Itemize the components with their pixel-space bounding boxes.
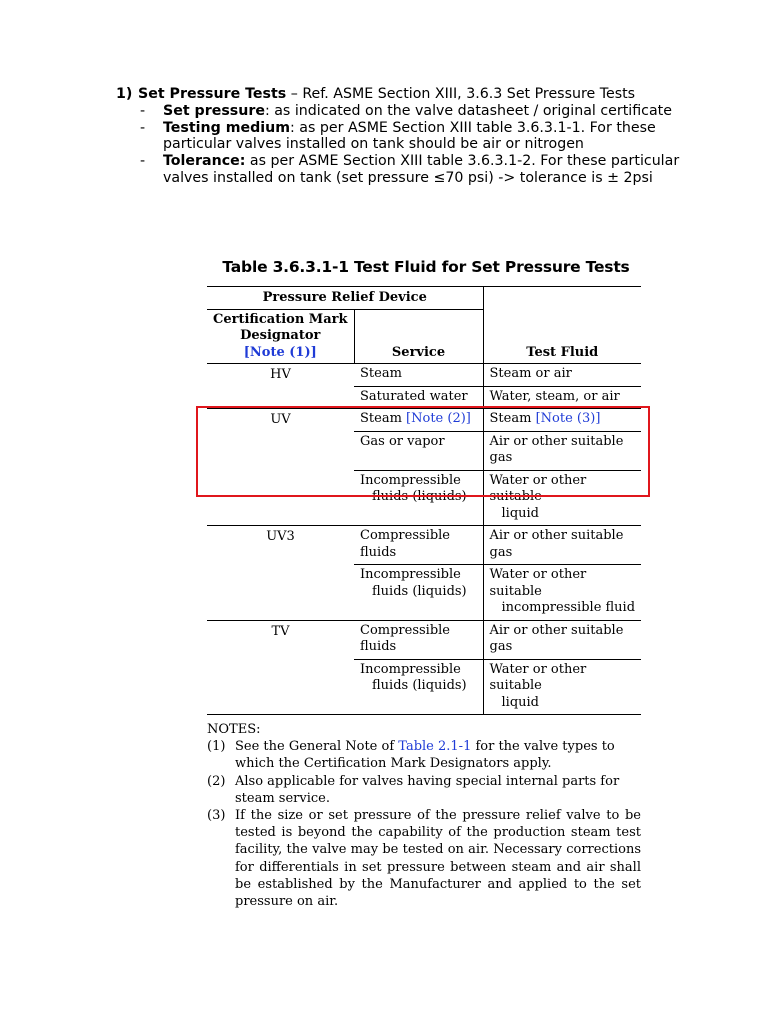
table-row (207, 364, 641, 387)
service-cell (354, 659, 483, 715)
table-title: Table 3.6.3.1-1 Test Fluid for Set Pressure Tests (222, 258, 630, 276)
table-row (207, 526, 641, 565)
service-text-line-2: fluids (liquids) (372, 489, 467, 504)
bullet-text: as per ASME Section XIII table 3.6.3.1-2. For these particular valves installed on tank (set pressure ≤70 psi) -> tolerance is ± 2psi (163, 153, 680, 186)
table-notes (207, 721, 641, 910)
bullet-dash: - (140, 153, 146, 170)
fluid-cell: Air or other suitable gas (483, 431, 641, 470)
header-cert-mark (207, 309, 354, 364)
fluid-text-line-2: liquid (501, 505, 540, 521)
fluid-cell: Air or other suitable gas (483, 526, 641, 565)
service-cell (354, 565, 483, 621)
fluid-text-line-1: Water or other suitable (489, 661, 587, 693)
service-text-line-1: Compressible (360, 528, 451, 543)
note-text: for the valve types to which the Certification Mark Designators apply. (235, 739, 615, 772)
fluid-text: Steam (489, 411, 532, 426)
bullet-label: Testing medium (163, 119, 291, 136)
header-service: Service (354, 309, 483, 364)
bullet-dash: - (140, 102, 146, 119)
note-3 (207, 807, 641, 910)
service-text-line-2: fluids (360, 639, 397, 654)
service-text-line-1: Incompressible (360, 661, 461, 677)
note-2-ref: Note (2) (411, 411, 466, 426)
note-2 (207, 773, 641, 807)
note-number: (1) (207, 739, 226, 755)
test-fluid-table-image (207, 258, 641, 910)
service-cell: Gas or vapor (354, 431, 483, 470)
header-cert-mark-text: Certification Mark Designator (213, 311, 348, 343)
designator-uv3: UV3 (207, 526, 354, 621)
bullet-list (116, 103, 716, 187)
designator-hv: HV (207, 364, 354, 409)
fluid-cell (483, 659, 641, 715)
fluid-cell: Water, steam, or air (483, 386, 641, 409)
section-number: 1) (116, 86, 133, 102)
section-heading (116, 86, 716, 103)
fluid-text-line-2: liquid (501, 694, 540, 710)
service-text-line-2: fluids (liquids) (372, 678, 467, 693)
uv-highlight-box (196, 406, 650, 497)
bullet-testing-medium (116, 120, 716, 154)
notes-heading: NOTES: (207, 722, 261, 737)
designator-uv: UV (207, 409, 354, 526)
table-2-1-1-link[interactable]: Table 2.1-1 (398, 739, 472, 755)
note-number: (3) (207, 808, 226, 824)
designator-tv: TV (207, 620, 354, 715)
service-text-line-2: fluids (360, 544, 397, 560)
note-1-link[interactable]: [Note (1)] (243, 344, 317, 360)
fluid-cell: Air or other suitable gas (483, 620, 641, 659)
table-row (207, 620, 641, 659)
note-number: (2) (207, 773, 226, 789)
note-text: See the General Note of (235, 739, 399, 755)
service-text-line-1: Incompressible (360, 567, 461, 582)
note-1-ref: Note (1) (249, 344, 311, 360)
service-text-line-1: Incompressible (360, 472, 461, 488)
header-pressure-relief-device: Pressure Relief Device (207, 287, 483, 310)
service-text: Steam (360, 411, 402, 426)
note-1 (207, 738, 641, 772)
service-cell (354, 620, 483, 659)
test-fluid-table (207, 286, 641, 715)
bullet-label: Tolerance: (163, 153, 246, 170)
fluid-text-line-2: incompressible fluid (501, 600, 636, 615)
service-cell (354, 526, 483, 565)
bullet-dash: - (140, 119, 146, 136)
fluid-cell: Steam or air (483, 364, 641, 387)
note-text: Also applicable for valves having special internal parts for steam service. (235, 773, 620, 806)
service-text-line-1: Compressible (360, 622, 451, 638)
service-cell: Saturated water (354, 386, 483, 409)
section-title-ref: – Ref. ASME Section XIII, 3.6.3 Set Pressure Tests (286, 86, 636, 102)
section-title: Set Pressure Tests (138, 86, 287, 102)
bullet-tolerance (116, 153, 716, 187)
bullet-label: Set pressure (163, 102, 265, 119)
fluid-text-line-1: Water or other suitable (489, 567, 587, 599)
service-text-line-2: fluids (liquids) (372, 583, 467, 599)
note-text: If the size or set pressure of the pressure relief valve to be tested is beyond the capability of the production steam test facility, the valve may be tested on air. Necessary corrections for differentials in set pressure between steam and air shall be established by the Manufacturer and applied to the set pressure on air. (235, 808, 641, 910)
bullet-set-pressure (116, 103, 716, 120)
fluid-cell (483, 565, 641, 621)
bullet-text: : as indicated on the valve datasheet / original certificate (264, 102, 672, 119)
bullet-text: : as per ASME Section XIII table 3.6.3.1-1. For these particular valves installed on tank should be air or nitrogen (163, 119, 656, 153)
service-cell: Steam (354, 364, 483, 387)
fluid-text-line-1: Water or other suitable (489, 472, 587, 504)
set-pressure-section (116, 86, 716, 187)
note-3-ref: Note (3) (540, 411, 596, 426)
header-test-fluid: Test Fluid (483, 287, 641, 364)
note-3-link[interactable]: [Note (3)] (535, 411, 601, 426)
note-2-link[interactable]: [Note (2)] (406, 411, 471, 426)
